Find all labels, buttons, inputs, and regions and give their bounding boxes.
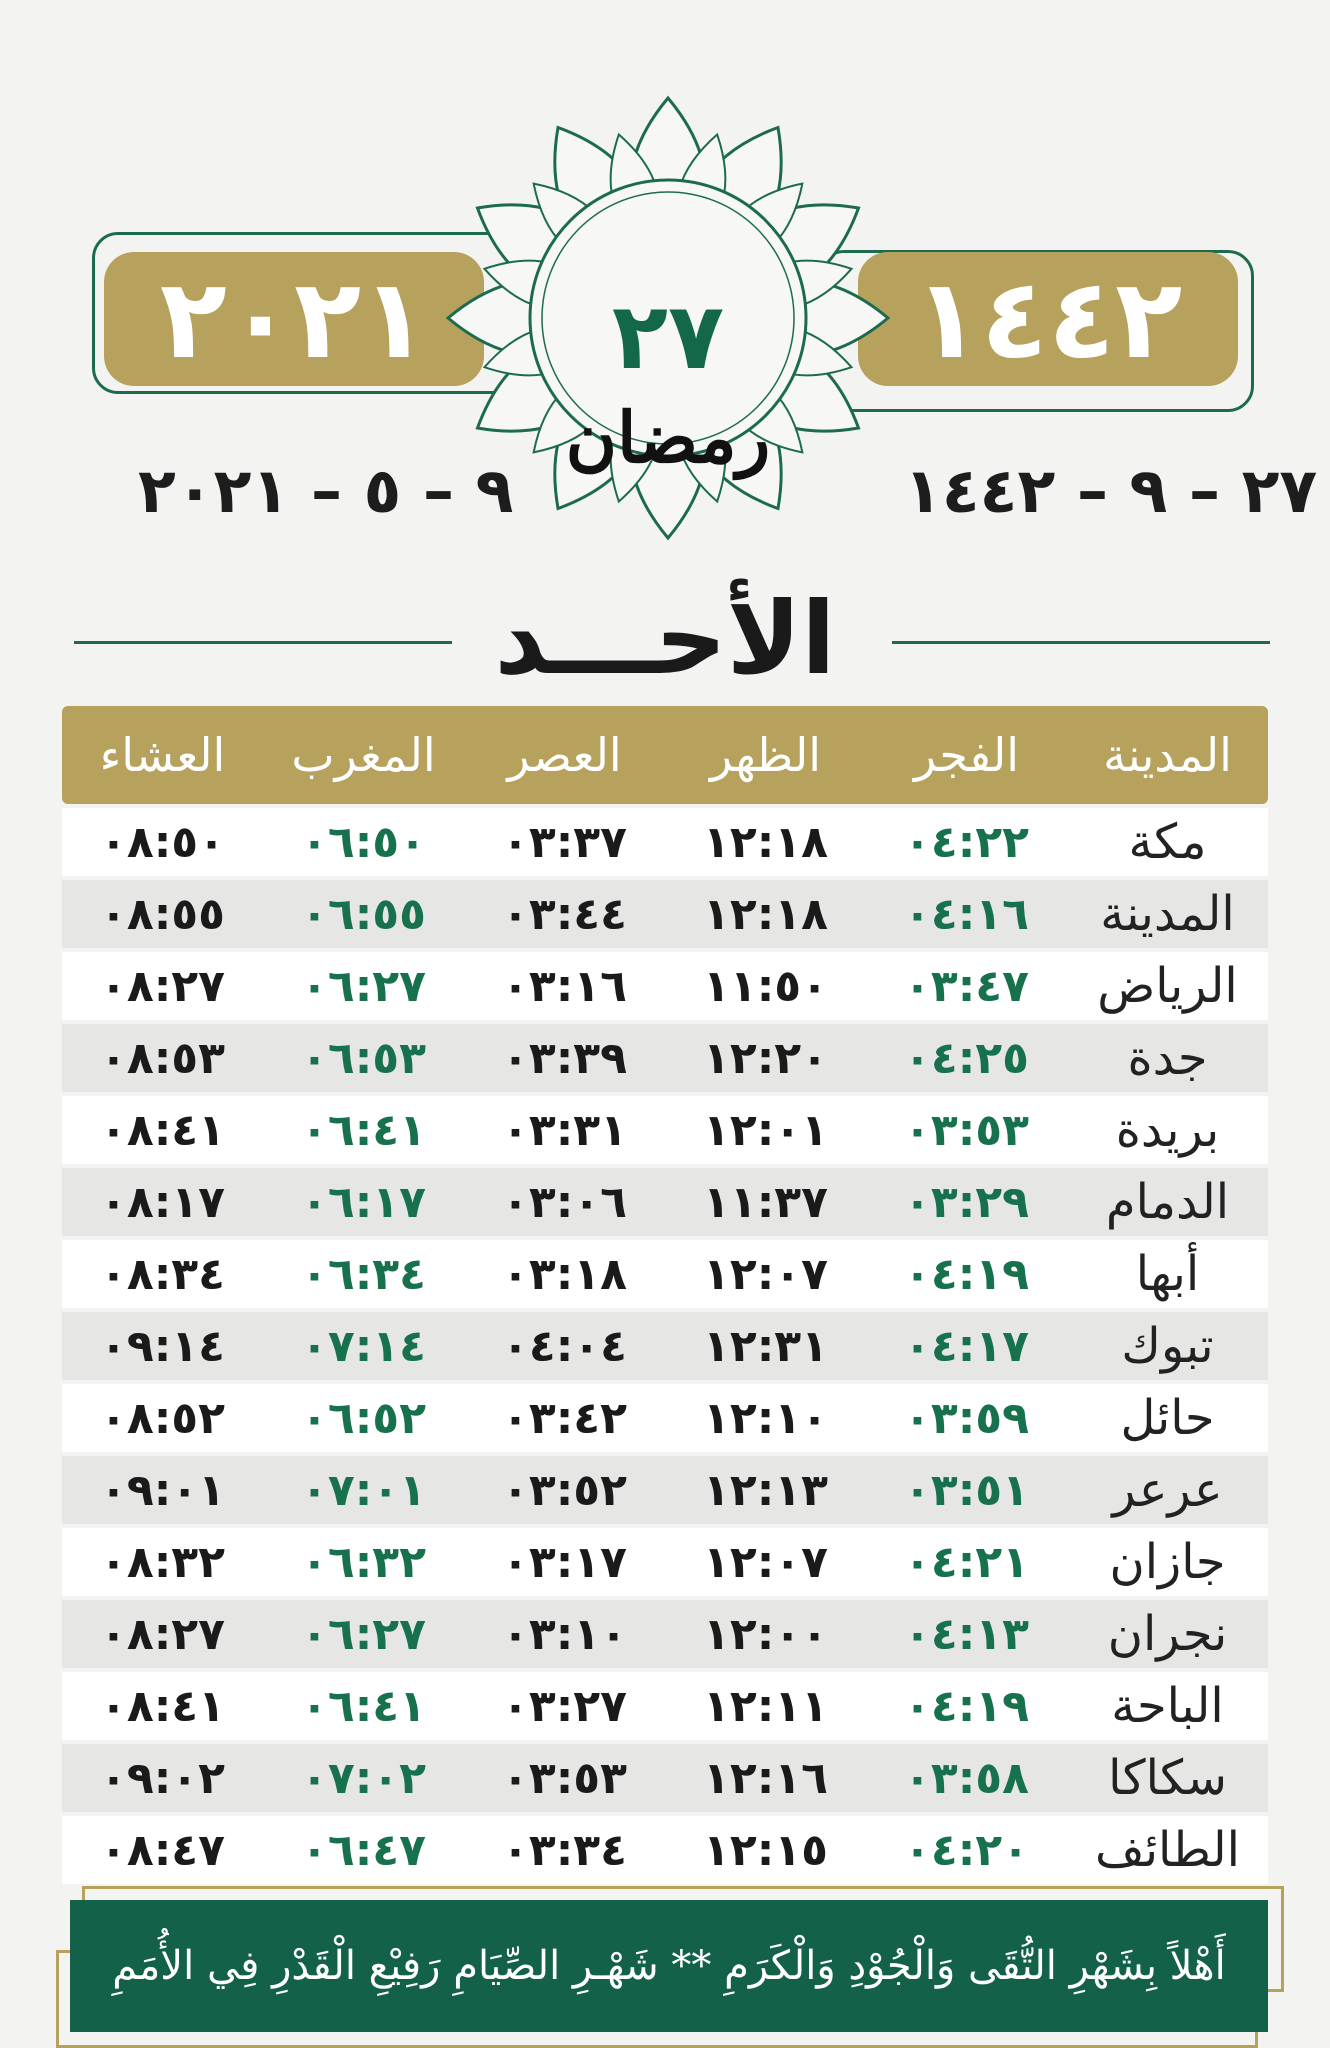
table-row — [62, 1312, 1268, 1380]
cell-city: الباحة — [1111, 1678, 1224, 1734]
cell-fajr: ٠٤:٢٢ — [903, 816, 1030, 868]
cell-asr: ٠٣:١٧ — [501, 1536, 628, 1588]
cell-fajr: ٠٤:١٦ — [903, 888, 1030, 940]
cell-maghrib: ٠٦:٥٥ — [300, 888, 427, 940]
cell-dhuhr: ١٢:١٦ — [702, 1752, 829, 1804]
cell-fajr: ٠٣:٥٣ — [903, 1104, 1030, 1156]
cell-dhuhr: ١٢:١٥ — [702, 1824, 829, 1876]
cell-asr: ٠٣:٣٧ — [501, 816, 628, 868]
weekday-title: الأحـــد — [494, 580, 836, 697]
cell-maghrib: ٠٧:٠١ — [300, 1464, 427, 1516]
cell-isha: ٠٨:٥٣ — [99, 1032, 226, 1084]
cell-asr: ٠٣:٢٧ — [501, 1680, 628, 1732]
cell-dhuhr: ١٢:٠٧ — [702, 1536, 829, 1588]
cell-city: نجران — [1107, 1606, 1228, 1662]
table-row — [62, 808, 1268, 876]
cell-isha: ٠٨:٣٤ — [99, 1248, 226, 1300]
column-header-city: المدينة — [1103, 728, 1232, 782]
cell-isha: ٠٨:٤٧ — [99, 1824, 226, 1876]
cell-isha: ٠٨:٢٧ — [99, 1608, 226, 1660]
table-row — [62, 880, 1268, 948]
cell-asr: ٠٣:١٨ — [501, 1248, 628, 1300]
cell-asr: ٠٣:٠٦ — [501, 1176, 628, 1228]
cell-asr: ٠٣:٣٩ — [501, 1032, 628, 1084]
cell-fajr: ٠٣:٥٩ — [903, 1392, 1030, 1444]
cell-asr: ٠٣:٣١ — [501, 1104, 628, 1156]
cell-isha: ٠٨:٥٢ — [99, 1392, 226, 1444]
cell-city: تبوك — [1121, 1318, 1214, 1374]
cell-fajr: ٠٣:٢٩ — [903, 1176, 1030, 1228]
prayer-times-table — [62, 706, 1268, 1884]
table-row — [62, 1168, 1268, 1236]
cell-asr: ٠٣:٥٢ — [501, 1464, 628, 1516]
cell-fajr: ٠٤:١٩ — [903, 1680, 1030, 1732]
cell-dhuhr: ١٢:٠١ — [702, 1104, 829, 1156]
cell-dhuhr: ١١:٥٠ — [702, 960, 829, 1012]
cell-isha: ٠٨:٣٢ — [99, 1536, 226, 1588]
cell-maghrib: ٠٦:٤١ — [300, 1680, 427, 1732]
cell-dhuhr: ١٢:٢٠ — [702, 1032, 829, 1084]
cell-isha: ٠٨:٥٥ — [99, 888, 226, 940]
cell-asr: ٠٣:١٠ — [501, 1608, 628, 1660]
cell-asr: ٠٣:٤٤ — [501, 888, 628, 940]
badge-day-number: ٢٧ — [611, 283, 725, 390]
cell-fajr: ٠٤:١٣ — [903, 1608, 1030, 1660]
cell-city: حائل — [1120, 1390, 1215, 1446]
cell-fajr: ٠٤:٢٥ — [903, 1032, 1030, 1084]
cell-dhuhr: ١٢:١١ — [702, 1680, 829, 1732]
cell-isha: ٠٩:١٤ — [99, 1320, 226, 1372]
cell-maghrib: ٠٧:١٤ — [300, 1320, 427, 1372]
table-row — [62, 1528, 1268, 1596]
cell-maghrib: ٠٦:٢٧ — [300, 960, 427, 1012]
column-header-isha: العشاء — [99, 728, 226, 782]
cell-dhuhr: ١١:٣٧ — [702, 1176, 829, 1228]
column-header-fajr: الفجر — [913, 728, 1020, 782]
cell-maghrib: ٠٦:٥٣ — [300, 1032, 427, 1084]
table-row — [62, 1672, 1268, 1740]
hijri-date: ٢٧ – ٩ – ١٤٤٢ — [904, 454, 1318, 527]
table-row — [62, 1816, 1268, 1884]
cell-dhuhr: ١٢:١٣ — [702, 1464, 829, 1516]
cell-maghrib: ٠٦:٣٤ — [300, 1248, 427, 1300]
cell-maghrib: ٠٦:٢٧ — [300, 1608, 427, 1660]
cell-dhuhr: ١٢:٠٧ — [702, 1248, 829, 1300]
cell-city: جازان — [1109, 1534, 1226, 1590]
cell-asr: ٠٣:١٦ — [501, 960, 628, 1012]
table-row — [62, 952, 1268, 1020]
table-row — [62, 1456, 1268, 1524]
table-row — [62, 1600, 1268, 1668]
cell-maghrib: ٠٦:٥٢ — [300, 1392, 427, 1444]
cell-isha: ٠٩:٠٢ — [99, 1752, 226, 1804]
cell-asr: ٠٣:٣٤ — [501, 1824, 628, 1876]
column-header-dhuhr: الظهر — [709, 728, 822, 782]
column-header-asr: العصر — [507, 728, 622, 782]
cell-isha: ٠٩:٠١ — [99, 1464, 226, 1516]
cell-city: الرياض — [1097, 958, 1238, 1014]
cell-isha: ٠٨:٤١ — [99, 1680, 226, 1732]
table-row — [62, 1096, 1268, 1164]
cell-isha: ٠٨:١٧ — [99, 1176, 226, 1228]
cell-fajr: ٠٤:٢١ — [903, 1536, 1030, 1588]
cell-asr: ٠٤:٠٤ — [501, 1320, 628, 1372]
cell-dhuhr: ١٢:٠٠ — [702, 1608, 829, 1660]
cell-fajr: ٠٣:٥٨ — [903, 1752, 1030, 1804]
table-row — [62, 1384, 1268, 1452]
cell-isha: ٠٨:٥٠ — [99, 816, 226, 868]
cell-city: الطائف — [1095, 1822, 1241, 1878]
cell-fajr: ٠٤:١٩ — [903, 1248, 1030, 1300]
cell-asr: ٠٣:٤٢ — [501, 1392, 628, 1444]
cell-fajr: ٠٣:٤٧ — [903, 960, 1030, 1012]
cell-city: سكاكا — [1108, 1750, 1227, 1806]
cell-fajr: ٠٤:٢٠ — [903, 1824, 1030, 1876]
cell-maghrib: ٠٦:٤٧ — [300, 1824, 427, 1876]
column-header-maghrib: المغرب — [291, 728, 436, 782]
cell-maghrib: ٠٦:٣٢ — [300, 1536, 427, 1588]
cell-dhuhr: ١٢:١٨ — [702, 888, 829, 940]
cell-city: عرعر — [1112, 1462, 1223, 1518]
cell-city: جدة — [1127, 1030, 1208, 1086]
cell-city: بريدة — [1115, 1102, 1220, 1158]
badge-month-name: رمضان — [565, 396, 771, 479]
cell-dhuhr: ١٢:١٨ — [702, 816, 829, 868]
cell-maghrib: ٠٦:٥٠ — [300, 816, 427, 868]
cell-maghrib: ٠٦:١٧ — [300, 1176, 427, 1228]
cell-isha: ٠٨:٤١ — [99, 1104, 226, 1156]
cell-city: المدينة — [1100, 886, 1235, 942]
cell-dhuhr: ١٢:١٠ — [702, 1392, 829, 1444]
table-row — [62, 1024, 1268, 1092]
cell-city: الدمام — [1105, 1174, 1230, 1230]
hijri-year-banner: ١٤٤٢ — [858, 252, 1238, 386]
cell-isha: ٠٨:٢٧ — [99, 960, 226, 1012]
footer-verse: أَهْلاً بِشَهْرِ التُّقَى وَالْجُوْدِ وَالْكَرَمِ ** شَهْـرِ الصِّيَامِ رَفِيْعِ الْقَدْرِ فِي الأُمَمِ — [70, 1900, 1268, 2032]
table-row — [62, 1240, 1268, 1308]
table-header — [62, 706, 1268, 804]
gregorian-year-banner: ٢٠٢١ — [104, 252, 484, 386]
cell-maghrib: ٠٦:٤١ — [300, 1104, 427, 1156]
table-row — [62, 1744, 1268, 1812]
cell-asr: ٠٣:٥٣ — [501, 1752, 628, 1804]
cell-city: أبها — [1135, 1246, 1200, 1302]
ramadan-rosette — [428, 78, 908, 558]
cell-fajr: ٠٤:١٧ — [903, 1320, 1030, 1372]
gregorian-date: ٩ – ٥ – ٢٠٢١ — [138, 454, 514, 527]
cell-city: مكة — [1128, 814, 1207, 870]
cell-fajr: ٠٣:٥١ — [903, 1464, 1030, 1516]
cell-dhuhr: ١٢:٣١ — [702, 1320, 829, 1372]
cell-maghrib: ٠٧:٠٢ — [300, 1752, 427, 1804]
